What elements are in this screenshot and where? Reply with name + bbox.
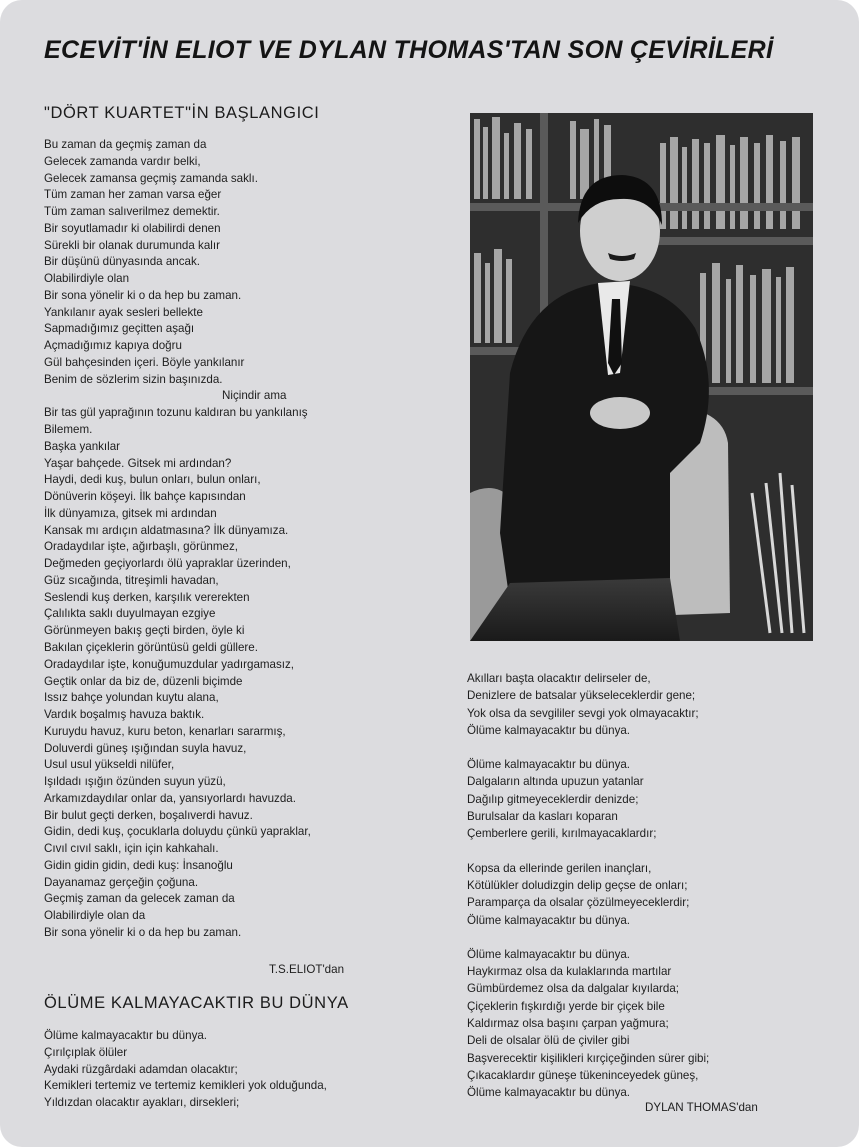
poem-line: Aydaki rüzgârdaki adamdan olacaktır; (44, 1062, 238, 1076)
poem-line: Kötülükler doludizgin delip geçse de onları; (467, 878, 688, 892)
poem-line: Bu zaman da geçmiş zaman da (44, 138, 207, 151)
poem-line: Dayanamaz gerçeğin çoğuna. (44, 875, 199, 889)
poem-line: Issız bahçe yolundan kuytu alana, (44, 691, 219, 705)
poem-line: Kopsa da ellerinde gerilen inançları, (467, 861, 652, 875)
poem-line: Bir sona yönelir ki o da hep bu zaman. (44, 925, 242, 939)
poem-line: Çıkacaklardır güneşe tükeninceyedek güneş, (467, 1068, 699, 1082)
poem-line: Gül bahçesinden içeri. Böyle yankılanır (44, 355, 245, 369)
poem-line: Olabilirdiyle olan (44, 272, 130, 286)
poem-line: Benim de sözlerim sizin başınızda. (44, 372, 223, 386)
poem-line: Denizlere de batsalar yükseleceklerdir gene; (467, 689, 696, 703)
poem-line: Ölüme kalmayacaktır bu dünya. (467, 1086, 631, 1100)
poem-line: Vardık boşalmış havuza baktık. (44, 708, 205, 722)
poem-line: Değmeden geçiyorlardı ölü yapraklar üzerinden, (44, 557, 291, 571)
poem-line: Yaşar bahçede. Gitsek mi ardından? (44, 456, 232, 470)
poem-line: Kemikleri tertemiz ve tertemiz kemikleri yok olduğunda, (44, 1079, 327, 1093)
poem-line: Bir sona yönelir ki o da hep bu zaman. (44, 288, 242, 302)
poem-line: Geçtik onlar da biz de, düzenli biçimde (44, 674, 243, 688)
poem-line: Yıldızdan olacaktır ayakları, dirsekleri; (44, 1096, 240, 1110)
thomas-poem-right (467, 670, 709, 1119)
poem-line: Burulsalar da kasları koparan (467, 810, 618, 824)
poem-stanza (467, 860, 709, 929)
poem-line: Işıldadı ışığın özünden suyun yüzü, (44, 775, 226, 789)
poem-line: Haydi, dedi kuş, bulun onları, bulun onları, (44, 473, 261, 487)
poem-line: Görünmeyen bakış geçti birden, öyle ki (44, 624, 245, 638)
poem-line: Başverecektir kişilikleri kırçiçeğinden sürer gibi; (467, 1051, 710, 1065)
thomas-poem-left (44, 1027, 327, 1111)
page-headline: ECEVİT'İN ELIOT VE DYLAN THOMAS'TAN SON ÇEVİRİLERİ (44, 36, 774, 64)
poem-line: Çemberlere gerili, kırılmayacaklardır; (467, 827, 657, 841)
poem-line: Başka yankılar (44, 439, 121, 453)
poem-line: Seslendi kuş derken, karşılık vererekten (44, 590, 250, 604)
poem-line: Yankılanır ayak sesleri bellekte (44, 305, 203, 319)
ecevit-photograph (470, 113, 813, 641)
poem-line: Bir bulut geçti derken, boşalıverdi havuz. (44, 808, 253, 822)
poem-line: Kansak mı ardıçın aldatmasına? İlk dünyamıza. (44, 523, 289, 537)
poem-line: Ölüme kalmayacaktır bu dünya. (467, 723, 631, 737)
poem-line: Cıvıl cıvıl saklı, için için kahkahalı. (44, 842, 219, 856)
poem-line: Usul usul yükseldi nilüfer, (44, 758, 175, 772)
section2-title: ÖLÜME KALMAYACAKTIR BU DÜNYA (44, 994, 349, 1012)
poem-stanza (467, 670, 709, 739)
poem-line: Bir düşünü dünyasında ancak. (44, 255, 200, 269)
poem-line: Bir tas gül yaprağının tozunu kaldıran bu yankılanış (44, 406, 308, 420)
poem-line: Bilemem. (44, 423, 93, 437)
poem-line: Oradaydılar işte, ağırbaşlı, görünmez, (44, 540, 238, 554)
poem-line: Güz sıcağında, titreşimli havadan, (44, 573, 219, 587)
poem-line: Paramparça da olsalar çözülmeyeceklerdir; (467, 896, 690, 910)
poem-line: Gelecek zamanda vardır belki, (44, 154, 201, 168)
poem-line: Tüm zaman her zaman varsa eğer (44, 188, 222, 202)
poem-line: Ölüme kalmayacaktır bu dünya. (467, 947, 631, 961)
thomas-signature: DYLAN THOMAS'dan (645, 1101, 758, 1114)
eliot-signature: T.S.ELIOT'dan (269, 963, 345, 976)
poem-line: Gümbürdemez olsa da dalgalar kıyılarda; (467, 982, 680, 996)
poem-line: Geçmiş zaman da gelecek zaman da (44, 892, 235, 906)
poem-line: Çalılıkta saklı duyulmayan ezgiye (44, 607, 216, 621)
poem-line: Olabilirdiyle olan da (44, 909, 146, 923)
poem-line: Ölüme kalmayacaktır bu dünya. (467, 758, 631, 772)
poem-line: Açmadığımız kapıya doğru (44, 339, 182, 353)
poem-line: Gelecek zamansa geçmiş zamanda saklı. (44, 171, 258, 185)
poem-line: Bir soyutlamadır ki olabilirdi denen (44, 221, 221, 235)
poem-line: Arkamızdaydılar onlar da, yansıyorlardı havuzda. (44, 791, 296, 805)
poem-line: Haykırmaz olsa da kulaklarında martılar (467, 965, 672, 979)
section1-title: "DÖRT KUARTET"İN BAŞLANGICI (44, 104, 320, 122)
poem-line: Sürekli bir olanak durumunda kalır (44, 238, 220, 252)
poem-line: Dalgaların altında upuzun yatanlar (467, 775, 644, 789)
poem-stanza (467, 946, 709, 1102)
poem-line: Ölüme kalmayacaktır bu dünya. (44, 1029, 208, 1042)
poem-line: Oradaydılar işte, konuğumuzdular yadırgamasız, (44, 657, 295, 671)
poem-line: Niçindir ama (222, 389, 287, 403)
poem-line: Bakılan çiçeklerin görüntüsü geldi güllere. (44, 640, 258, 654)
poem-line: Sapmadığımız geçitten aşağı (44, 322, 195, 336)
poem-line: Deli de olsalar ölü de çiviler gibi (467, 1034, 630, 1048)
poem-line: Akılları başta olacaktır delirseler de, (467, 672, 651, 685)
eliot-poem (44, 137, 311, 942)
poem-line: Dönüverin köşeyi. İlk bahçe kapısından (44, 490, 246, 504)
poem-line: Gidin gidin gidin, dedi kuş: İnsanoğlu (44, 858, 233, 872)
poem-line: Yok olsa da sevgililer sevgi yok olmayacaktır; (467, 706, 699, 720)
poem-line: Dağılıp gitmeyeceklerdir denizde; (467, 792, 639, 806)
poem-line: Kaldırmaz olsa başını çarpan yağmura; (467, 1017, 669, 1031)
poem-line: Tüm zaman salıverilmez demektir. (44, 205, 220, 219)
poem-stanza (467, 756, 709, 842)
poem-line: Gidin, dedi kuş, çocuklarla doluydu çünkü yapraklar, (44, 825, 311, 839)
poem-line: İlk dünyamıza, gitsek mi ardından (44, 506, 217, 520)
poem-line: Doluverdi güneş ışığından suyla havuz, (44, 741, 247, 755)
poem-line: Kuruydu havuz, kuru beton, kenarları sararmış, (44, 724, 286, 738)
poem-line: Ölüme kalmayacaktır bu dünya. (467, 913, 631, 927)
poem-line: Çırılçıplak ölüler (44, 1045, 128, 1059)
poem-line: Çiçeklerin fışkırdığı yerde bir çiçek bile (467, 999, 665, 1013)
